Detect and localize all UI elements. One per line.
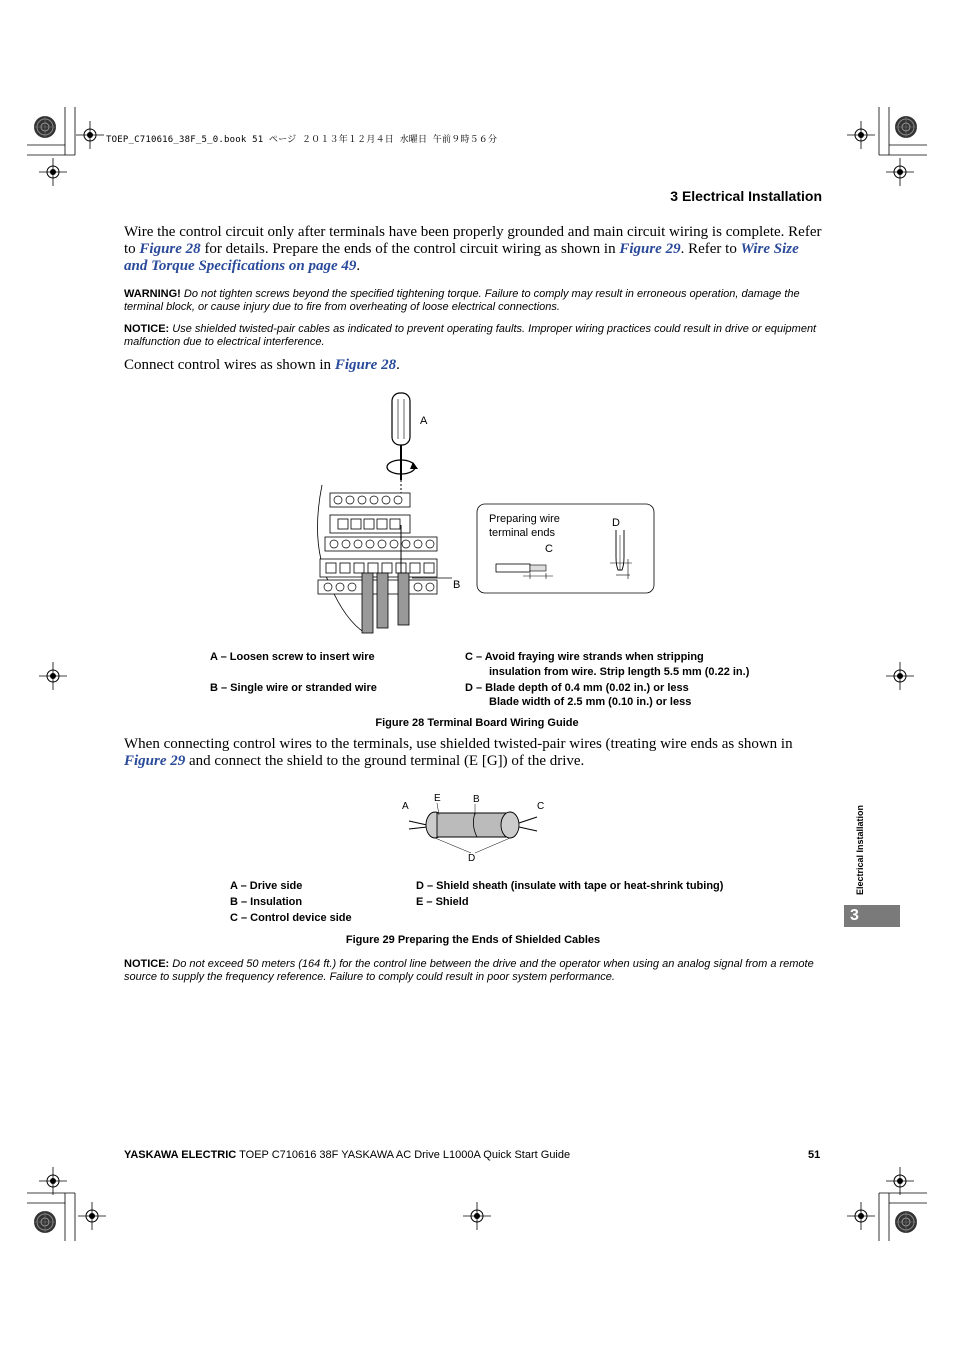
intro-paragraph: Wire the control circuit only after terminals have been properly grounded and main circuit wiring is complete. Refer to Figure 28 for details. Prepare the ends of the control circuit wiring as shown in Figure 29. Refer to Wire Size and Torque Specifications on page 49.	[124, 224, 822, 274]
fig29-legend-a: A – Drive side	[230, 880, 303, 892]
fig29-legend-d: D – Shield sheath (insulate with tape or heat-shrink tubing)	[416, 880, 724, 892]
fig28-legend-b: B – Single wire or stranded wire	[210, 682, 377, 694]
notice-label-2: NOTICE:	[124, 958, 170, 970]
footer-doc: TOEP C710616 38F YASKAWA AC Drive L1000A Quick Start Guide	[236, 1149, 571, 1161]
fig29-label-e: E	[434, 793, 441, 804]
fig29-label-c: C	[537, 801, 545, 812]
fig29-legend-b: B – Insulation	[230, 896, 303, 908]
inset-title-1: Preparing wire	[489, 513, 560, 525]
label-c: C	[545, 543, 553, 555]
notice-note-2: NOTICE: Do not exceed 50 meters (164 ft.) for the control line between the drive and the operator when using an analog signal from a remote source to supply the frequency reference. Failure to comply could result in poor system performance.	[124, 958, 814, 983]
fig28-legend-c1: C – Avoid fraying wire strands when stripping	[465, 651, 704, 663]
fig29-legend-c: C – Control device side	[230, 912, 352, 924]
shield-paragraph: When connecting control wires to the terminals, use shielded twisted-pair wires (treating wire ends as shown in Figure 29 and connect the shield to the ground terminal (E [G]) of the drive.	[124, 736, 793, 769]
link-figure-29-b[interactable]: Figure 29	[124, 753, 186, 769]
right-shield-end	[501, 812, 519, 838]
fig28-legend-d2: Blade width of 2.5 mm (0.10 in.) or less	[489, 696, 692, 708]
wire-1	[362, 573, 373, 633]
fig28-legend-c2: insulation from wire. Strip length 5.5 mm (0.22 in.)	[489, 666, 750, 678]
link-figure-28[interactable]: Figure 28	[139, 241, 201, 257]
fig29-label-d: D	[468, 853, 476, 864]
label-b: B	[453, 579, 461, 591]
figure-28-illustration	[300, 385, 670, 640]
notice-note-1: NOTICE: Use shielded twisted-pair cables as indicated to prevent operating faults. Improper wiring practices could result in drive or equipment malfunction due to electrical interference.	[124, 323, 817, 348]
link-wire-size[interactable]: Wire Size and Torque Specifications on page 49	[124, 241, 799, 274]
footer	[124, 1149, 570, 1161]
connect-paragraph: Connect control wires as shown in Figure 28.	[124, 357, 400, 373]
section-title: 3 Electrical Installation	[670, 188, 822, 204]
side-tab-number: 3	[844, 905, 900, 927]
figure-29-illustration	[395, 785, 560, 865]
figure-28-caption: Figure 28 Terminal Board Wiring Guide	[375, 717, 579, 729]
fig29-label-b: B	[473, 794, 480, 805]
fig29-legend-e: E – Shield	[416, 896, 469, 908]
label-d: D	[612, 517, 620, 529]
link-figure-28-b[interactable]: Figure 28	[334, 357, 397, 373]
figure-29-caption: Figure 29 Preparing the Ends of Shielded Cables	[345, 934, 601, 946]
side-tab-label: Electrical Installation	[855, 804, 865, 895]
label-a: A	[420, 415, 428, 427]
page-number: 51	[808, 1149, 821, 1161]
fig29-label-a: A	[402, 801, 409, 812]
fig28-legend-a: A – Loosen screw to insert wire	[210, 651, 375, 663]
screwdriver-handle	[392, 393, 410, 445]
wire-2	[377, 573, 388, 628]
wire-3	[398, 573, 409, 625]
inset-title-2: terminal ends	[489, 527, 556, 539]
link-figure-29[interactable]: Figure 29	[619, 241, 681, 257]
warning-note: WARNING! Do not tighten screws beyond the specified tightening torque. Failure to comply may result in erroneous operation, damage the terminal block, or cause injury due to fire from overheating of loose electrical connections.	[124, 288, 800, 313]
footer-brand: YASKAWA ELECTRIC	[124, 1149, 237, 1161]
notice-label: NOTICE:	[124, 323, 170, 335]
warning-label: WARNING!	[124, 288, 181, 300]
print-info: TOEP_C710616_38F_5_0.book 51 ページ ２０１３年１２月４日 水曜日 午前９時５６分	[106, 135, 498, 145]
fig28-legend-d1: D – Blade depth of 0.4 mm (0.02 in.) or less	[465, 682, 689, 694]
stripped-wire	[496, 564, 530, 572]
